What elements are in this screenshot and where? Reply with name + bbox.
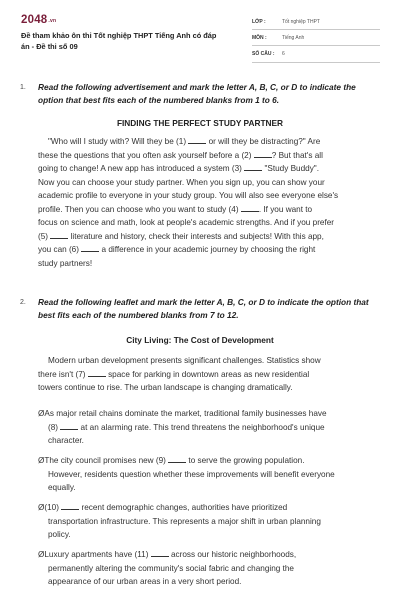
passage-line xyxy=(38,481,383,495)
passage-line xyxy=(38,501,383,515)
question-number-1: 1. xyxy=(20,84,26,91)
passage-text: study partners! xyxy=(38,258,93,268)
answer-blank xyxy=(81,244,99,252)
passage-text: focus on science and math, look at people's academic strengths. And if you prefer xyxy=(38,218,335,227)
passage-line xyxy=(38,434,383,448)
answer-blank xyxy=(188,136,206,144)
passage-line xyxy=(38,454,383,468)
passage-text: going to change! A new app has introduced a system (3) xyxy=(38,164,245,173)
leaflet-item xyxy=(38,454,383,495)
exam-meta xyxy=(252,15,380,64)
header xyxy=(0,0,400,66)
passage-line xyxy=(38,135,383,149)
passage-line xyxy=(38,515,383,529)
passage-text: to serve the growing population. xyxy=(186,456,305,465)
question-2-heading: City Living: The Cost of Development xyxy=(126,335,274,345)
passage-line xyxy=(38,407,383,421)
passage-line xyxy=(38,149,383,163)
passage-text: a difference in your academic journey by choosing the right xyxy=(99,245,316,254)
answer-blank xyxy=(254,150,272,158)
passage-line xyxy=(38,162,383,176)
question-2-items xyxy=(38,407,383,595)
passage-text: at an alarming rate. This trend threatens the neighborhood's unique xyxy=(78,422,325,432)
exam-title: Đề tham khảo ôn thi Tốt nghiệp THPT Tiếng Anh có đáp án - Đề thi số 09 xyxy=(21,31,217,51)
passage-text: (10) xyxy=(44,503,62,512)
passage-text: Luxury apartments have (11) xyxy=(44,550,151,559)
passage-text: transportation infrastructure. This represents a major shift in urban planning xyxy=(48,516,321,526)
question-1-instruction: Read the following advertisement and mark the letter A, B, C, or D to indicate the option that best fits each of the numbered blanks from 1 to 6. xyxy=(38,82,356,105)
passage-line xyxy=(38,257,383,271)
meta-value: Tiếng Anh xyxy=(282,35,305,42)
passage-text: space for parking in downtown areas as new residential xyxy=(105,369,310,379)
passage-line xyxy=(38,575,383,589)
passage-text: appearance of our urban areas in a very short period. xyxy=(48,577,242,586)
passage-line xyxy=(38,468,383,482)
passage-text: "Study Buddy". xyxy=(262,164,319,173)
answer-blank xyxy=(60,422,78,430)
passage-text: (5) xyxy=(38,231,51,241)
passage-line xyxy=(38,354,383,368)
meta-row xyxy=(252,15,380,30)
passage-line xyxy=(38,203,383,217)
passage-text: academic profile to everyone in your study group. You will also see everyone else's xyxy=(38,191,339,200)
question-1-heading: FINDING THE PERFECT STUDY PARTNER xyxy=(116,118,284,128)
passage-text: there isn't (7) xyxy=(38,369,88,379)
passage-text: The city council promises new (9) xyxy=(44,456,169,465)
answer-blank xyxy=(61,502,79,510)
passage-text: or will they be distracting?" Are xyxy=(206,137,321,146)
passage-text: you can (6) xyxy=(38,245,82,254)
passage-text: However, residents question whether these improvements will benefit everyone xyxy=(48,469,335,479)
bullet-marker: Ø xyxy=(38,409,45,418)
passage-text: literature and history, check their interests and subjects! With this app, xyxy=(68,231,324,241)
passage-line xyxy=(38,381,383,395)
meta-value: Tốt nghiệp THPT xyxy=(282,19,320,26)
passage-text: Now you can choose your study partner. When you sign up, you can show your xyxy=(38,177,325,187)
meta-row xyxy=(252,47,380,62)
bullet-marker: Ø xyxy=(38,503,45,512)
passage-text: permanently altering the community's social fabric and changing the xyxy=(48,563,294,573)
passage-line xyxy=(38,230,383,244)
passage-line xyxy=(38,562,383,576)
passage-text: towers continue to rise. The urban landscape is changing dramatically. xyxy=(38,383,293,392)
answer-blank xyxy=(241,204,259,212)
passage-text: ? But that's all xyxy=(271,150,323,160)
passage-line xyxy=(38,189,383,203)
passage-line xyxy=(38,528,383,542)
meta-row xyxy=(252,31,380,46)
passage-line xyxy=(38,548,383,562)
passage-line xyxy=(38,243,383,257)
question-1-passage xyxy=(38,135,383,270)
passage-text: equally. xyxy=(48,483,76,492)
answer-blank xyxy=(168,455,186,463)
answer-blank xyxy=(88,369,106,377)
meta-label: LỚP : xyxy=(252,19,266,26)
answer-blank xyxy=(244,163,262,171)
passage-text: policy. xyxy=(48,530,71,539)
passage-text: (8) xyxy=(48,422,61,432)
site-logo[interactable] xyxy=(21,14,56,26)
passage-text: . If you want to xyxy=(258,204,313,214)
meta-label: SỐ CÂU : xyxy=(252,51,275,58)
passage-text: character. xyxy=(48,436,84,445)
leaflet-item xyxy=(38,407,383,448)
passage-line xyxy=(38,216,383,230)
leaflet-item xyxy=(38,501,383,542)
logo-suffix: .vn xyxy=(48,18,57,24)
passage-text: across our historic neighborhoods, xyxy=(168,550,297,559)
meta-value: 6 xyxy=(282,51,285,58)
question-2-instruction: Read the following leaflet and mark the letter A, B, C, or D to indicate the option that best fits each of the numbered blanks from 7 to 12. xyxy=(38,297,369,320)
passage-text: these the questions that you often ask yourself before a (2) xyxy=(38,150,254,160)
logo-text: 2048 xyxy=(21,14,48,26)
question-number-2: 2. xyxy=(20,299,26,306)
passage-text: As major retail chains dominate the market, traditional family businesses have xyxy=(44,409,327,418)
passage-text: Modern urban development presents significant challenges. Statistics show xyxy=(48,356,321,365)
passage-text: profile. Then you can choose who you want to study (4) xyxy=(38,204,241,214)
answer-blank xyxy=(151,549,169,557)
answer-blank xyxy=(50,231,68,239)
question-2-intro xyxy=(38,354,383,395)
passage-line xyxy=(38,368,383,382)
passage-text: recent demographic changes, authorities have prioritized xyxy=(79,503,288,512)
bullet-marker: Ø xyxy=(38,550,45,559)
passage-text: "Who will I study with? Will they be (1) xyxy=(48,137,189,146)
leaflet-item xyxy=(38,548,383,589)
passage-line xyxy=(38,176,383,190)
meta-label: MÔN : xyxy=(252,35,267,42)
bullet-marker: Ø xyxy=(38,456,45,465)
passage-line xyxy=(38,421,383,435)
